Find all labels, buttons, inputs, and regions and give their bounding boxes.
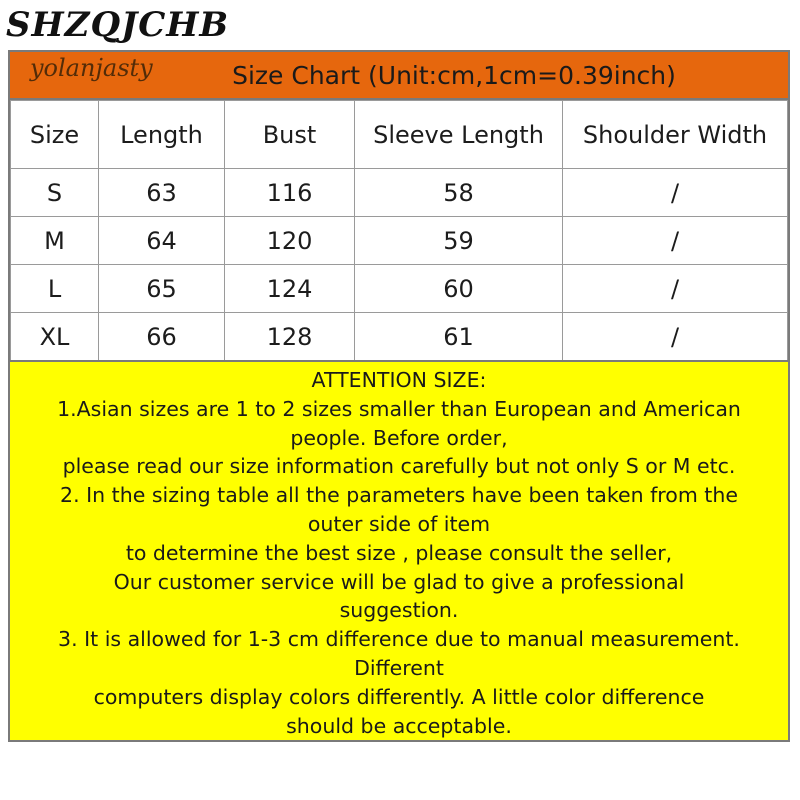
column-header-sleeve-length: Sleeve Length — [355, 101, 563, 169]
note-line: should be acceptable. — [286, 713, 512, 738]
cell-length: 65 — [99, 265, 225, 313]
size-chart-card — [8, 50, 790, 742]
note-line: people. Before order, — [290, 425, 508, 450]
note-line: 2. In the sizing table all the parameters have been taken from the — [60, 483, 738, 508]
size-chart-title: Size Chart (Unit:cm,1cm=0.39inch) — [232, 60, 676, 90]
size-table — [10, 100, 788, 361]
column-header-size: Size — [11, 101, 99, 169]
note-heading: ATTENTION SIZE: — [311, 368, 487, 392]
title-bar — [10, 52, 788, 100]
cell-shoulder-width: / — [563, 265, 788, 313]
note-line: computers display colors differently. A little color difference — [93, 684, 705, 709]
table-row — [11, 313, 788, 361]
cell-length: 64 — [99, 217, 225, 265]
note-line: Different — [354, 655, 444, 680]
cell-sleeve-length: 58 — [355, 169, 563, 217]
cell-sleeve-length: 59 — [355, 217, 563, 265]
watermark: yolanjasty — [30, 54, 153, 82]
column-header-shoulder-width: Shoulder Width — [563, 101, 788, 169]
cell-size: S — [11, 169, 99, 217]
note-line: suggestion. — [339, 598, 459, 623]
cell-size: M — [11, 217, 99, 265]
note-line: Our customer service will be glad to give a professional — [113, 569, 685, 594]
attention-note — [10, 360, 788, 740]
cell-shoulder-width: / — [563, 169, 788, 217]
cell-size: XL — [11, 313, 99, 361]
note-line: outer side of item — [307, 511, 491, 536]
cell-sleeve-length: 61 — [355, 313, 563, 361]
note-line: 3. It is allowed for 1-3 cm difference due to manual measurement. — [58, 627, 740, 652]
table-row — [11, 217, 788, 265]
cell-bust: 116 — [225, 169, 355, 217]
cell-length: 66 — [99, 313, 225, 361]
cell-size: L — [11, 265, 99, 313]
table-row — [11, 169, 788, 217]
cell-length: 63 — [99, 169, 225, 217]
note-line: please read our size information carefully but not only S or M etc. — [62, 454, 736, 479]
column-header-bust: Bust — [225, 101, 355, 169]
note-line: to determine the best size , please consult the seller, — [125, 540, 673, 565]
cell-sleeve-length: 60 — [355, 265, 563, 313]
brand-label: SHZQJCHB — [0, 0, 256, 50]
table-row — [11, 265, 788, 313]
cell-bust: 124 — [225, 265, 355, 313]
table-header-row — [11, 101, 788, 169]
cell-shoulder-width: / — [563, 313, 788, 361]
cell-bust: 120 — [225, 217, 355, 265]
cell-shoulder-width: / — [563, 217, 788, 265]
column-header-length: Length — [99, 101, 225, 169]
cell-bust: 128 — [225, 313, 355, 361]
note-line: 1.Asian sizes are 1 to 2 sizes smaller than European and American — [57, 396, 741, 421]
